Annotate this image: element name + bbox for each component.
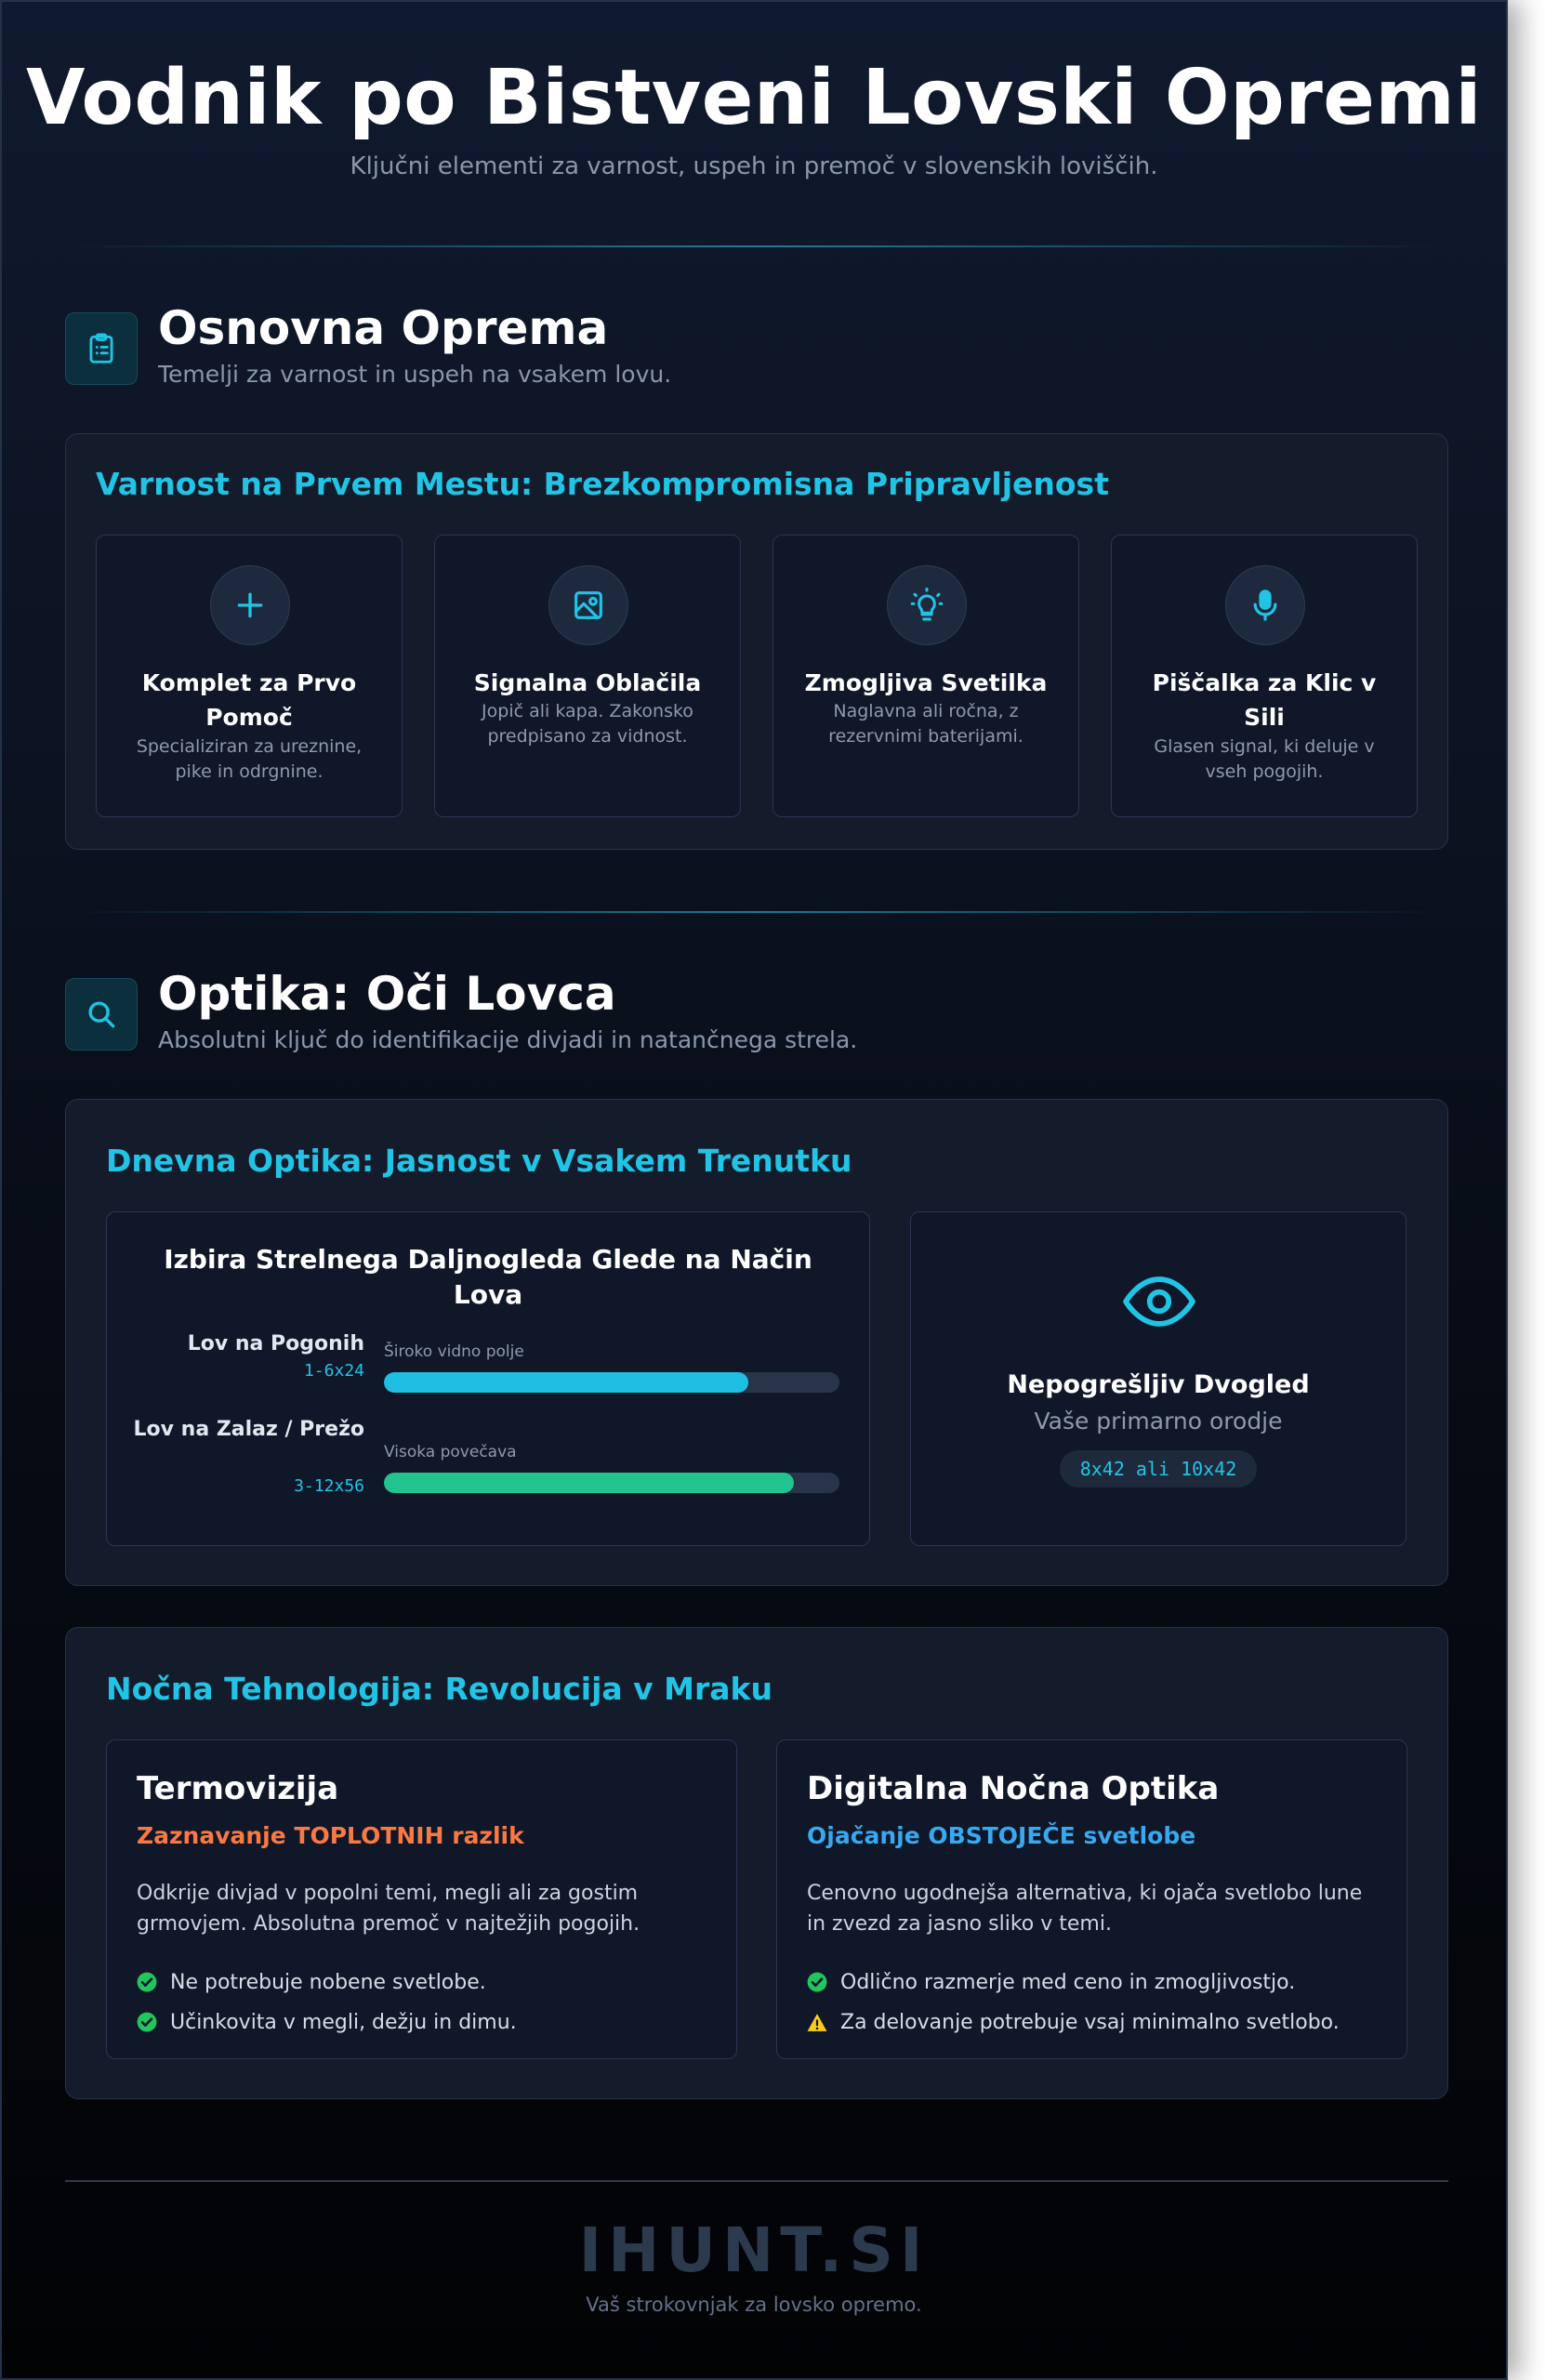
card-title: Zmogljiva Svetilka [804, 669, 1048, 696]
card-first-aid [96, 535, 403, 817]
level-bar-track [384, 1372, 839, 1393]
page-title: Vodnik po Bistveni Lovski Opremi [26, 54, 1482, 142]
binocular-card [910, 1211, 1406, 1546]
bar-caption: Široko vidno polje [384, 1342, 524, 1361]
digital-night-card [776, 1739, 1407, 2059]
page-subtitle: Ključni elementi za varnost, uspeh in premoč v slovenskih loviščih. [350, 152, 1158, 180]
scope-row-value: 3-12x56 [294, 1476, 364, 1496]
scope-row-label: Lov na Zalaz / Prežo [133, 1418, 364, 1441]
binocular-badge: 8x42 ali 10x42 [1060, 1450, 1257, 1488]
list-item-text: Za delovanje potrebuje vsaj minimalno svetlobo. [840, 2010, 1340, 2034]
check-circle-icon [807, 1972, 827, 1992]
list-item-text: Učinkovita v megli, dežju in dimu. [170, 2010, 517, 2034]
thermal-subtitle: Zaznavanje TOPLOTNIH razlik [137, 1822, 524, 1849]
footer-divider [65, 2180, 1448, 2182]
card-text: Specializiran za ureznine, pike in odrgnine. [136, 736, 363, 782]
card-title: Piščalka za Klic v Sili [1152, 669, 1377, 731]
level-bar-track [384, 1473, 839, 1493]
list-item [137, 2007, 718, 2037]
level-bar-fill [384, 1372, 748, 1393]
scope-row-label: Lov na Pogonih [187, 1332, 364, 1355]
day-optics-panel [65, 1099, 1448, 1586]
digital-title: Digitalna Nočna Optika [807, 1770, 1220, 1807]
card-whistle [1111, 535, 1418, 817]
digital-description: Cenovno ugodnejša alternativa, ki ojača svetlobo lune in zvezd za jasno sliko v temi. [807, 1882, 1363, 1936]
card-text: Glasen signal, ki deluje v vseh pogojih. [1154, 736, 1375, 782]
list-item [137, 1967, 718, 1997]
safety-panel [65, 433, 1448, 850]
thermal-card [106, 1739, 737, 2059]
scope-selection [106, 1211, 870, 1546]
card-flashlight [772, 535, 1079, 817]
list-item [807, 2007, 1388, 2037]
digital-subtitle: Ojačanje OBSTOJEČE svetlobe [807, 1822, 1196, 1849]
safety-panel-title: Varnost na Prvem Mestu: Brezkompromisna Pripravljenost [96, 466, 1109, 502]
bar-caption: Visoka povečava [384, 1443, 517, 1461]
list-item [807, 1967, 1388, 1997]
card-title: Komplet za Prvo Pomoč [141, 669, 357, 731]
footer-tagline: Vaš strokovnjak za lovsko opremo. [586, 2294, 922, 2316]
scope-row-value: 1-6x24 [303, 1361, 364, 1381]
plus-icon [210, 565, 290, 645]
header-divider [65, 245, 1448, 247]
level-bar-fill [384, 1473, 794, 1493]
night-tech-title: Nočna Tehnologija: Revolucija v Mraku [106, 1671, 772, 1707]
card-signal-clothing [434, 535, 741, 817]
night-tech-panel [65, 1627, 1448, 2099]
scope-selection-title: Izbira Strelnega Daljnogleda Glede na Način Lova [164, 1244, 812, 1310]
day-optics-title: Dnevna Optika: Jasnost v Vsakem Trenutku [106, 1143, 852, 1179]
binocular-subtitle: Vaše primarno orodje [1034, 1408, 1283, 1435]
list-item-text: Ne potrebuje nobene svetlobe. [170, 1970, 486, 1994]
card-text: Naglavna ali ročna, z rezervnimi baterijami. [828, 701, 1023, 747]
list-item-text: Odlično razmerje med ceno in zmogljivostjo. [840, 1970, 1296, 1994]
lightbulb-icon [887, 565, 967, 645]
thermal-description: Odkrije divjad v popolni temi, megli ali za gostim grmovjem. Absolutna premoč v najtežjih pogojih. [137, 1882, 640, 1936]
section-title-basic: Osnovna Oprema [158, 301, 609, 355]
eye-icon [1121, 1272, 1197, 1331]
section-subtitle-optics: Absolutni ključ do identifikacije divjadi in natančnega strela. [158, 1026, 858, 1053]
section-subtitle-basic: Temelji za varnost in uspeh na vsakem lovu. [158, 361, 672, 388]
search-icon [65, 978, 138, 1051]
card-text: Jopič ali kapa. Zakonsko predpisano za vidnost. [482, 701, 693, 747]
binocular-title: Nepogrešljiv Dvogled [1007, 1370, 1310, 1399]
microphone-icon [1225, 565, 1305, 645]
footer-logo: IHUNT.SI [578, 2215, 930, 2286]
check-circle-icon [137, 1972, 157, 1992]
section-divider [65, 911, 1448, 913]
portrait-icon [548, 565, 628, 645]
check-circle-icon [137, 2012, 157, 2032]
thermal-title: Termovizija [137, 1770, 339, 1807]
card-title: Signalna Oblačila [473, 669, 702, 696]
warning-triangle-icon [807, 2013, 827, 2032]
section-title-optics: Optika: Oči Lovca [158, 967, 616, 1021]
clipboard-list-icon [65, 312, 138, 385]
